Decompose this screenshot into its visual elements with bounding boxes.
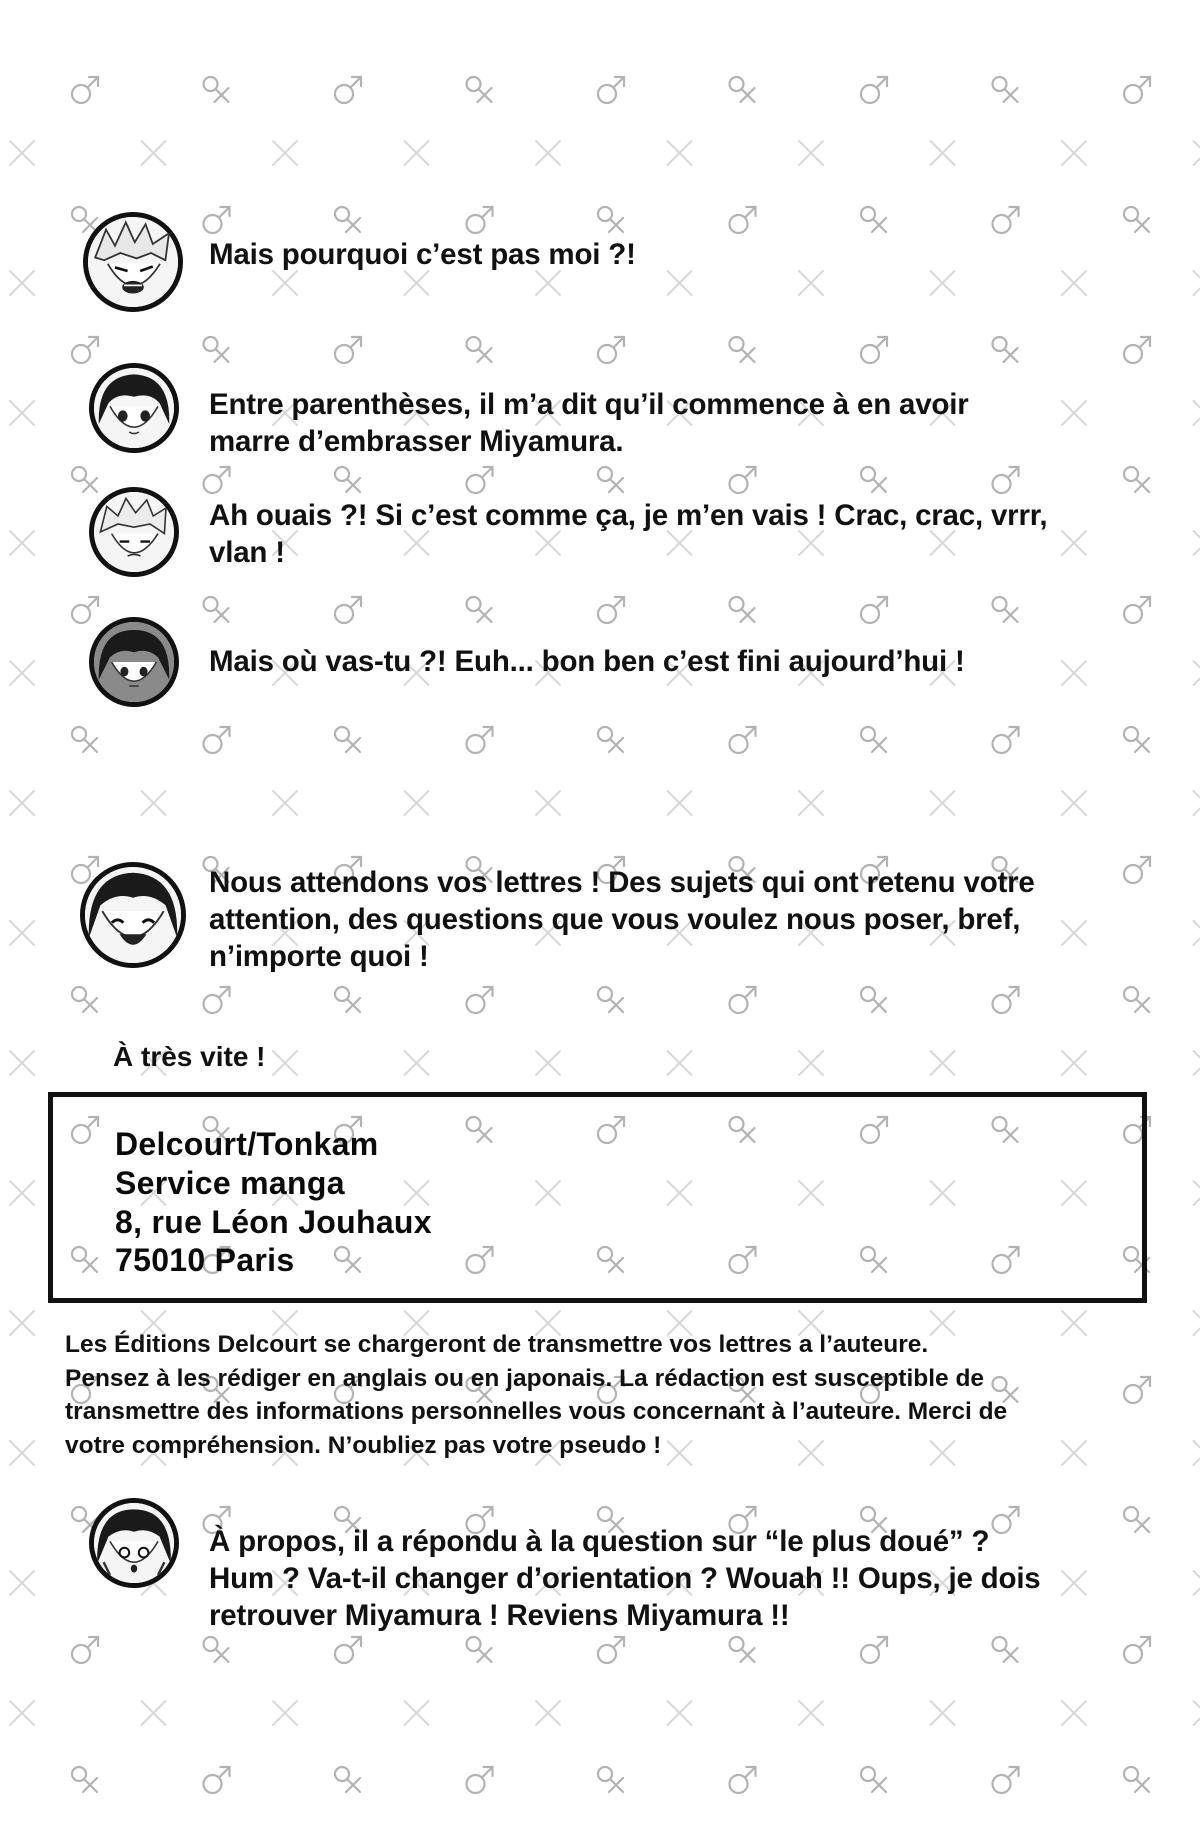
- male-symbol-icon: [730, 467, 756, 493]
- cross-mark-icon: [1194, 1181, 1200, 1205]
- male-symbol-icon: [204, 1767, 230, 1793]
- cross-mark-icon: [405, 1701, 429, 1725]
- male-symbol-icon: [1124, 337, 1150, 363]
- crossed-circle-symbol-icon: [598, 987, 623, 1012]
- cross-mark-icon: [1194, 661, 1200, 685]
- crossed-circle-symbol-icon: [72, 987, 97, 1012]
- male-symbol-icon: [467, 987, 493, 1013]
- male-symbol-icon: [861, 1637, 887, 1663]
- cross-mark-icon: [142, 1701, 166, 1725]
- address-line: 8, rue Léon Jouhaux: [115, 1204, 432, 1240]
- message-line: marre d’embrasser Miyamura.: [209, 425, 624, 458]
- cross-mark-icon: [931, 1051, 955, 1075]
- cross-mark-icon: [668, 1051, 692, 1075]
- cross-mark-icon: [668, 271, 692, 295]
- cross-mark-icon: [1194, 271, 1200, 295]
- crossed-circle-symbol-icon: [204, 597, 229, 622]
- crossed-circle-symbol-icon: [467, 77, 492, 102]
- cross-mark-icon: [142, 141, 166, 165]
- crossed-circle-symbol-icon: [730, 77, 755, 102]
- male-symbol-icon: [598, 1637, 624, 1663]
- male-symbol-icon: [467, 207, 493, 233]
- address-line: Service manga: [115, 1165, 345, 1201]
- address-box: [48, 1092, 1147, 1303]
- male-symbol-icon: [335, 597, 361, 623]
- crossed-circle-symbol-icon: [1124, 1767, 1149, 1792]
- crossed-circle-symbol-icon: [72, 727, 97, 752]
- crossed-circle-symbol-icon: [861, 727, 886, 752]
- crossed-circle-symbol-icon: [335, 727, 360, 752]
- sign-off: À très vite !: [113, 1041, 266, 1072]
- message-5: [209, 864, 1109, 975]
- cross-mark-icon: [799, 1051, 823, 1075]
- avatar-laughing-girl: [80, 862, 186, 968]
- cross-mark-icon: [931, 141, 955, 165]
- male-symbol-icon: [467, 467, 493, 493]
- crossed-circle-symbol-icon: [335, 987, 360, 1012]
- cross-mark-icon: [405, 791, 429, 815]
- crossed-circle-symbol-icon: [598, 207, 623, 232]
- cross-mark-icon: [799, 1701, 823, 1725]
- male-symbol-icon: [598, 337, 624, 363]
- message-3: [209, 497, 1109, 571]
- crossed-circle-symbol-icon: [1124, 207, 1149, 232]
- crossed-circle-symbol-icon: [861, 207, 886, 232]
- cross-mark-icon: [799, 271, 823, 295]
- cross-mark-icon: [10, 1441, 34, 1465]
- cross-mark-icon: [142, 791, 166, 815]
- notice-line: Pensez à les rédiger en anglais ou en japonais. La rédaction est susceptible de: [65, 1364, 985, 1392]
- male-symbol-icon: [1124, 857, 1150, 883]
- cross-mark-icon: [1062, 271, 1086, 295]
- cross-mark-icon: [1194, 1311, 1200, 1335]
- male-symbol-icon: [993, 207, 1019, 233]
- male-symbol-icon: [1124, 1637, 1150, 1663]
- crossed-circle-symbol-icon: [467, 597, 492, 622]
- avatar-blonde-boy: [89, 487, 179, 577]
- crossed-circle-symbol-icon: [204, 1637, 229, 1662]
- cross-mark-icon: [1194, 531, 1200, 555]
- crossed-circle-symbol-icon: [730, 1637, 755, 1662]
- cross-mark-icon: [273, 791, 297, 815]
- notice-line: Les Éditions Delcourt se chargeront de transmettre vos lettres a l’auteure.: [65, 1331, 929, 1358]
- crossed-circle-symbol-icon: [1124, 727, 1149, 752]
- male-symbol-icon: [730, 207, 756, 233]
- crossed-circle-symbol-icon: [730, 597, 755, 622]
- message-line: n’importe quoi !: [209, 940, 429, 973]
- address-line: Delcourt/Tonkam: [115, 1126, 379, 1162]
- message-line: Entre parenthèses, il m’a dit qu’il commence à en avoir: [209, 388, 969, 421]
- cross-mark-icon: [273, 1701, 297, 1725]
- cross-mark-icon: [1062, 791, 1086, 815]
- message-line: Mais où vas-tu ?! Euh... bon ben c’est fini aujourd’hui !: [209, 645, 965, 678]
- crossed-circle-symbol-icon: [467, 1637, 492, 1662]
- cross-mark-icon: [10, 1181, 34, 1205]
- cross-mark-icon: [10, 921, 34, 945]
- crossed-circle-symbol-icon: [993, 1637, 1018, 1662]
- male-symbol-icon: [72, 77, 98, 103]
- cross-mark-icon: [405, 141, 429, 165]
- cross-mark-icon: [10, 271, 34, 295]
- cross-mark-icon: [536, 141, 560, 165]
- crossed-circle-symbol-icon: [1124, 1507, 1149, 1532]
- blonde-boy-face-icon: [88, 217, 178, 307]
- male-symbol-icon: [204, 207, 230, 233]
- avatar-dark-haired-girl: [89, 363, 179, 453]
- male-symbol-icon: [335, 77, 361, 103]
- male-symbol-icon: [467, 1767, 493, 1793]
- cross-mark-icon: [536, 1701, 560, 1725]
- cross-mark-icon: [10, 661, 34, 685]
- crossed-circle-symbol-icon: [72, 207, 97, 232]
- avatar-surprised-girl: [89, 1498, 179, 1588]
- crossed-circle-symbol-icon: [993, 337, 1018, 362]
- cross-mark-icon: [273, 1051, 297, 1075]
- cross-mark-icon: [931, 791, 955, 815]
- male-symbol-icon: [335, 337, 361, 363]
- message-line: retrouver Miyamura ! Reviens Miyamura !!: [209, 1599, 790, 1632]
- male-symbol-icon: [467, 727, 493, 753]
- crossed-circle-symbol-icon: [1124, 467, 1149, 492]
- message-line: Hum ? Va-t-il changer d’orientation ? Wouah !! Oups, je dois: [209, 1562, 1041, 1595]
- notice-line: transmettre des informations personnelles vous concernant à l’auteure. Merci de: [65, 1398, 1008, 1425]
- cross-mark-icon: [1194, 1701, 1200, 1725]
- crossed-circle-symbol-icon: [335, 467, 360, 492]
- male-symbol-icon: [204, 467, 230, 493]
- male-symbol-icon: [861, 77, 887, 103]
- message-line: Nous attendons vos lettres ! Des sujets qui ont retenu votre: [209, 866, 1035, 899]
- crossed-circle-symbol-icon: [72, 1767, 97, 1792]
- cross-mark-icon: [273, 271, 297, 295]
- cross-mark-icon: [536, 791, 560, 815]
- avatar-dark-haired-girl: [89, 617, 179, 707]
- cross-mark-icon: [10, 141, 34, 165]
- male-symbol-icon: [72, 1637, 98, 1663]
- crossed-circle-symbol-icon: [861, 987, 886, 1012]
- male-symbol-icon: [1124, 597, 1150, 623]
- message-line: Ah ouais ?! Si c’est comme ça, je m’en vais ! Crac, crac, vrrr,: [209, 499, 1048, 532]
- male-symbol-icon: [861, 597, 887, 623]
- male-symbol-icon: [598, 597, 624, 623]
- male-symbol-icon: [993, 727, 1019, 753]
- cross-mark-icon: [1062, 141, 1086, 165]
- cross-mark-icon: [10, 401, 34, 425]
- cross-mark-icon: [931, 1701, 955, 1725]
- crossed-circle-symbol-icon: [72, 467, 97, 492]
- message-line: À propos, il a répondu à la question sur “le plus doué” ?: [209, 1525, 990, 1558]
- cross-mark-icon: [1194, 141, 1200, 165]
- male-symbol-icon: [993, 467, 1019, 493]
- cross-mark-icon: [1062, 1701, 1086, 1725]
- male-symbol-icon: [730, 1767, 756, 1793]
- cross-mark-icon: [536, 271, 560, 295]
- cross-mark-icon: [668, 791, 692, 815]
- message-2: [209, 386, 1109, 460]
- male-symbol-icon: [72, 337, 98, 363]
- crossed-circle-symbol-icon: [335, 1767, 360, 1792]
- message-line: attention, des questions que vous voulez nous poser, bref,: [209, 903, 1021, 936]
- crossed-circle-symbol-icon: [598, 727, 623, 752]
- crossed-circle-symbol-icon: [335, 207, 360, 232]
- dark-haired-girl-face-icon: [94, 368, 174, 448]
- cross-mark-icon: [405, 271, 429, 295]
- avatar-blonde-boy: [83, 212, 183, 312]
- male-symbol-icon: [993, 987, 1019, 1013]
- cross-mark-icon: [273, 141, 297, 165]
- closing-message: [209, 1523, 1109, 1634]
- crossed-circle-symbol-icon: [598, 467, 623, 492]
- cross-mark-icon: [668, 1701, 692, 1725]
- notice-text: [65, 1328, 1145, 1462]
- male-symbol-icon: [204, 727, 230, 753]
- address-line: 75010 Paris: [115, 1242, 295, 1278]
- cross-mark-icon: [1194, 1051, 1200, 1075]
- cross-mark-icon: [10, 1051, 34, 1075]
- crossed-circle-symbol-icon: [598, 1767, 623, 1792]
- crossed-circle-symbol-icon: [993, 597, 1018, 622]
- cross-mark-icon: [10, 1571, 34, 1595]
- cross-mark-icon: [799, 141, 823, 165]
- male-symbol-icon: [598, 77, 624, 103]
- cross-mark-icon: [10, 1701, 34, 1725]
- message-line: Mais pourquoi c’est pas moi ?!: [209, 238, 636, 271]
- cross-mark-icon: [1194, 401, 1200, 425]
- male-symbol-icon: [72, 597, 98, 623]
- male-symbol-icon: [730, 727, 756, 753]
- male-symbol-icon: [204, 987, 230, 1013]
- crossed-circle-symbol-icon: [467, 337, 492, 362]
- male-symbol-icon: [335, 1637, 361, 1663]
- laughing-girl-face-icon: [85, 867, 181, 963]
- notice-line: votre compréhension. N’oubliez pas votre pseudo !: [65, 1431, 662, 1459]
- cross-mark-icon: [1194, 1571, 1200, 1595]
- cross-mark-icon: [931, 271, 955, 295]
- crossed-circle-symbol-icon: [1124, 987, 1149, 1012]
- crossed-circle-symbol-icon: [730, 337, 755, 362]
- crossed-circle-symbol-icon: [861, 467, 886, 492]
- cross-mark-icon: [10, 531, 34, 555]
- blonde-boy-face-icon: [94, 492, 174, 572]
- crossed-circle-symbol-icon: [861, 1767, 886, 1792]
- crossed-circle-symbol-icon: [993, 77, 1018, 102]
- cross-mark-icon: [10, 1311, 34, 1335]
- crossed-circle-symbol-icon: [204, 337, 229, 362]
- cross-mark-icon: [536, 1051, 560, 1075]
- dark-haired-girl-face-icon: [94, 622, 174, 702]
- cross-mark-icon: [668, 141, 692, 165]
- cross-mark-icon: [10, 791, 34, 815]
- male-symbol-icon: [861, 337, 887, 363]
- surprised-girl-face-icon: [94, 1503, 174, 1583]
- message-1: [209, 236, 1109, 273]
- cross-mark-icon: [1194, 791, 1200, 815]
- male-symbol-icon: [730, 987, 756, 1013]
- cross-mark-icon: [1062, 1051, 1086, 1075]
- cross-mark-icon: [1194, 1441, 1200, 1465]
- message-4: [209, 643, 1109, 680]
- male-symbol-icon: [1124, 77, 1150, 103]
- cross-mark-icon: [799, 791, 823, 815]
- male-symbol-icon: [993, 1767, 1019, 1793]
- cross-mark-icon: [1194, 921, 1200, 945]
- cross-mark-icon: [405, 1051, 429, 1075]
- message-line: vlan !: [209, 536, 285, 569]
- crossed-circle-symbol-icon: [204, 77, 229, 102]
